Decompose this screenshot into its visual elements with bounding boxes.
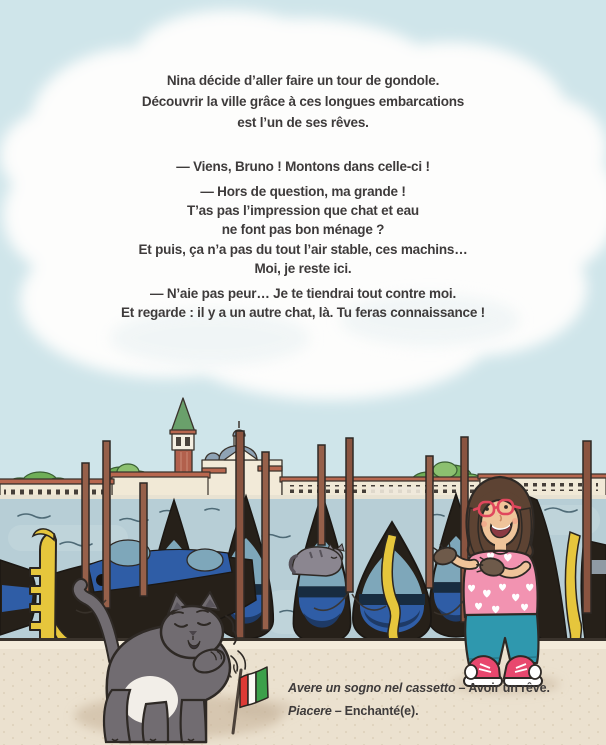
vocab-italian: Piacere [288,704,332,718]
vocab-dash: – [334,704,342,718]
vocab-italian: Avere un sogno nel cassetto [288,681,456,695]
narration-line: est l’un de ses rêves. [237,115,369,130]
vocab-french: Enchanté(e). [344,704,419,718]
dialogue-line: — Hors de question, ma grande ! [200,184,406,199]
narration-line: Découvrir la ville grâce à ces longues embarcations [141,94,465,109]
narration-line: Nina décide d’aller faire un tour de gondole. [166,73,440,88]
dialogue-line: Et regarde : il y a un autre chat, là. Tu feras connaissance ! [121,305,485,320]
dialogue-line: — Viens, Bruno ! Montons dans celle-ci ! [176,159,430,174]
dialogue-line: Et puis, ça n’a pas du tout l’air stable, ces machins… [138,241,468,257]
vocab-dash: – [458,681,466,695]
vocab-french: Avoir un rêve. [468,681,550,695]
dialogue-line: — N’aie pas peur… Je te tiendrai tout contre moi. [149,286,456,301]
dialogue-line: ne font pas bon ménage ? [221,222,385,238]
dialogue-line: T’as pas l’impression que chat et eau [187,203,419,219]
dialogue-line: Moi, je reste ici. [254,260,352,276]
